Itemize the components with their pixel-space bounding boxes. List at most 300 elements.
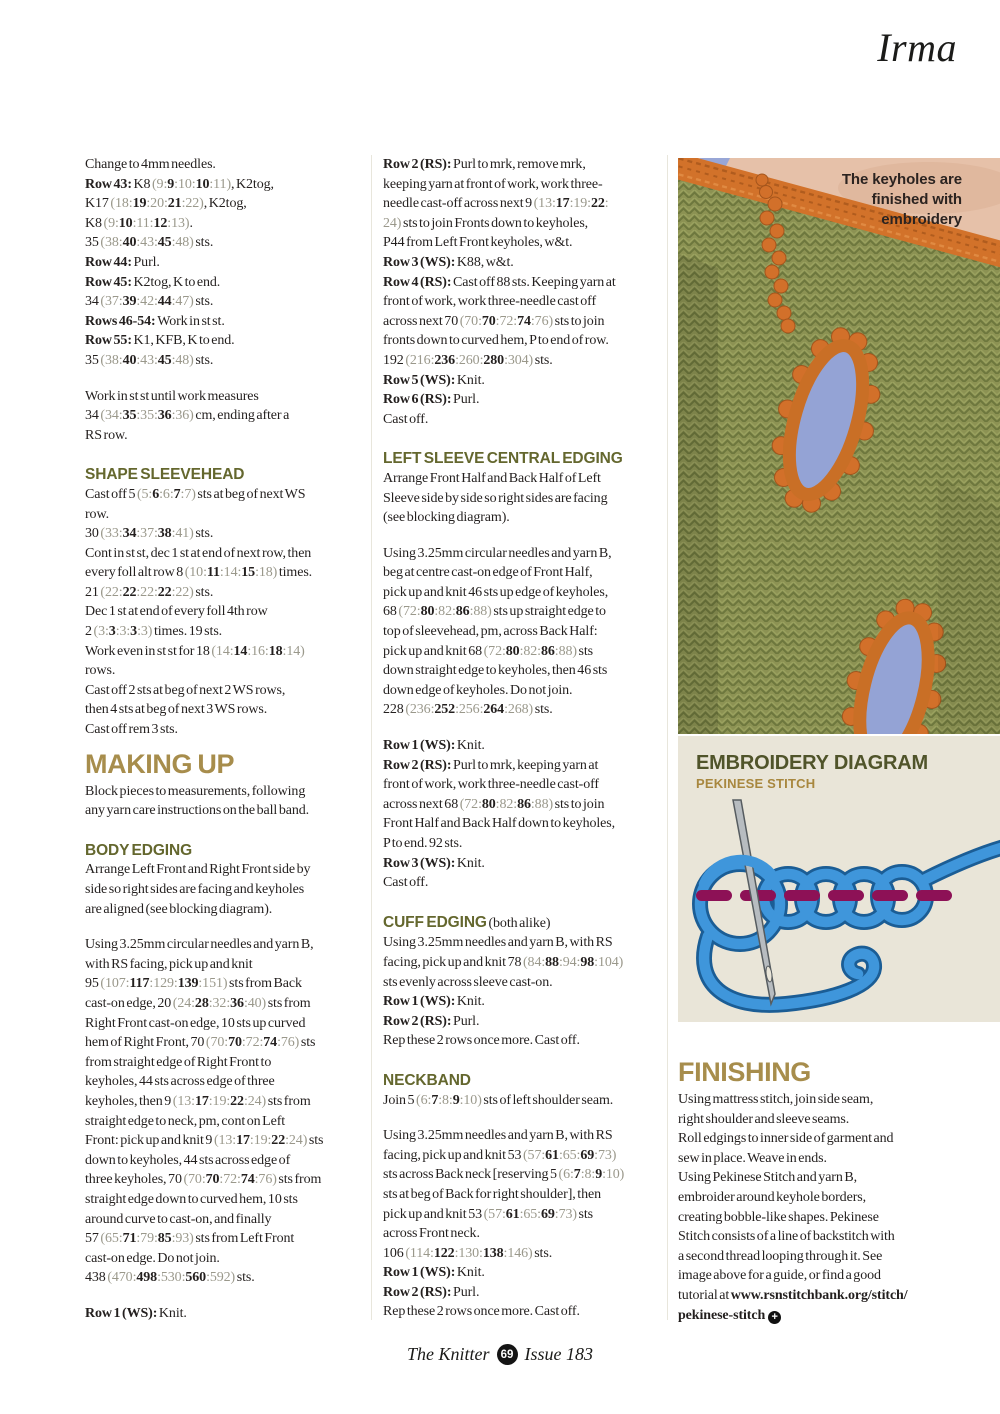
- text-run: 138: [482, 1245, 504, 1261]
- text-line: [85, 1092, 377, 1112]
- text-run: sts: [576, 1206, 594, 1222]
- text-run: 98: [580, 954, 595, 970]
- knitting-photo-art: [678, 158, 1000, 734]
- text-run: across next 70: [383, 313, 460, 329]
- text-run: Front: pick up and knit 9: [85, 1133, 214, 1149]
- text-run: :73): [594, 1147, 617, 1163]
- text-run: (13:: [533, 196, 556, 212]
- text-line: [85, 1033, 377, 1053]
- text-run: 280: [483, 352, 505, 368]
- text-line: [383, 563, 675, 583]
- text-run: .: [189, 215, 193, 231]
- text-run: top of sleevehead, pm, across Back Half:: [383, 624, 598, 640]
- text-run: 12: [153, 215, 168, 231]
- text-run: (37:: [100, 294, 123, 310]
- text-run: 70: [205, 1172, 220, 1188]
- text-run: (70:: [459, 313, 482, 329]
- text-run: 22: [271, 1133, 286, 1149]
- text-run: (34:: [100, 408, 123, 424]
- text-line: [383, 1165, 675, 1185]
- text-run: 86: [517, 796, 531, 812]
- text-line: [383, 273, 675, 293]
- issue-label: Issue 183: [524, 1344, 593, 1364]
- text-line: [85, 292, 377, 312]
- text-line: [85, 700, 377, 720]
- text-run: Row 55:: [85, 333, 134, 349]
- text-line: [85, 351, 377, 371]
- text-run: 7: [431, 1092, 439, 1108]
- text-run: down straight edge to keyholes, then 46 sts: [383, 663, 608, 679]
- text-line: [383, 1244, 675, 1264]
- text-line: [678, 1266, 1000, 1286]
- text-run: 22: [590, 196, 605, 212]
- text-line: [383, 1012, 675, 1032]
- text-line: [85, 1151, 377, 1171]
- text-run: :11): [209, 176, 232, 192]
- text-run: 30: [85, 526, 101, 542]
- text-run: (216:: [405, 352, 435, 368]
- text-run: Rep these 2 rows once more. Cast off.: [383, 1033, 580, 1049]
- text-line: [383, 253, 675, 273]
- text-run: 69: [580, 1147, 595, 1163]
- text-run: Row 4 (RS):: [383, 274, 454, 290]
- text-run: 40: [122, 352, 137, 368]
- text-run: (470:: [107, 1270, 137, 1286]
- text-run: (236:: [405, 702, 435, 718]
- text-run: sts.: [193, 584, 214, 600]
- text-line: [85, 563, 377, 583]
- text-line: [85, 935, 377, 955]
- text-run: every foll alt row 8: [85, 565, 185, 581]
- loop-yarn: [700, 846, 1000, 1005]
- text-run: sts from: [266, 1093, 311, 1109]
- text-run: then 4 sts at beg of next 3 WS rows.: [85, 702, 268, 718]
- text-line: [383, 194, 675, 214]
- paragraph-gap: [383, 893, 675, 909]
- text-line: [383, 834, 675, 854]
- text-line: [85, 1304, 377, 1324]
- pattern-title: Irma: [877, 25, 957, 70]
- text-run: 74: [263, 1035, 278, 1051]
- text-run: down edge of keyholes. Do not join.: [383, 682, 573, 698]
- text-run: pick up and knit 46 sts up edge of keyholes,: [383, 584, 609, 600]
- text-run: 35: [122, 408, 137, 424]
- text-line: [678, 1208, 1000, 1228]
- text-line: [85, 642, 377, 662]
- text-run: 228: [383, 702, 406, 718]
- text-run: :72:: [219, 1172, 241, 1188]
- left-column: [85, 155, 377, 1323]
- text-run: 3: [108, 624, 116, 640]
- text-run: Cast off 88 sts. Keeping yarn at: [453, 274, 616, 290]
- paragraph-gap: [85, 919, 377, 935]
- text-line: [85, 1249, 377, 1269]
- text-line: [383, 1146, 675, 1166]
- text-run: (6:: [416, 1092, 432, 1108]
- text-run: any yarn care instructions on the ball band.: [85, 803, 310, 819]
- text-run: Purl.: [453, 392, 480, 408]
- text-run: 80: [481, 796, 496, 812]
- text-run: Work even in st st for 18: [85, 643, 212, 659]
- text-run: 34: [122, 526, 137, 542]
- text-line: [85, 214, 377, 234]
- text-run: :88): [554, 643, 577, 659]
- text-line: [85, 720, 377, 740]
- text-run: three keyholes, 70: [85, 1172, 184, 1188]
- text-run: , K2tog,: [231, 176, 274, 192]
- text-run: sts of left shoulder seam.: [481, 1092, 614, 1108]
- embroidery-diagram-panel: [678, 736, 1000, 1022]
- text-run: sts to join Fronts down to keyholes,: [401, 215, 589, 231]
- section-heading: MAKING UP: [85, 748, 235, 779]
- text-run: Purl to mrk, remove mrk,: [453, 157, 586, 172]
- text-run: 9: [452, 1092, 460, 1108]
- text-line: [383, 410, 675, 430]
- text-line: [383, 1126, 675, 1146]
- text-run: K1, KFB, K to end.: [133, 333, 235, 349]
- paragraph-gap: [383, 1051, 675, 1067]
- text-run: :530:: [157, 1270, 186, 1286]
- text-run: :73): [554, 1206, 577, 1222]
- text-run: 85: [157, 1231, 172, 1247]
- text-run: sew in place. Weave in ends.: [678, 1150, 827, 1166]
- text-run: (18:: [110, 196, 133, 212]
- text-run: sts.: [193, 352, 214, 368]
- text-run: 22: [122, 584, 137, 600]
- text-run: rows.: [85, 663, 116, 679]
- text-run: across Front neck.: [383, 1226, 480, 1242]
- text-line: [383, 331, 675, 351]
- text-run: P to end. 92 sts.: [383, 836, 463, 851]
- text-run: :76): [530, 313, 554, 329]
- text-line: [85, 1053, 377, 1073]
- text-run: image above for a guide, or find a good: [678, 1268, 881, 1284]
- text-run: (84:: [522, 954, 546, 970]
- text-run: :146): [503, 1245, 533, 1261]
- text-run: Using mattress stitch, join side seam,: [678, 1092, 874, 1107]
- text-run: 14: [233, 643, 248, 659]
- text-line: [85, 331, 377, 351]
- text-run: :36): [171, 408, 194, 424]
- text-run: :72:: [241, 1035, 264, 1051]
- section-heading: LEFT SLEEVE CENTRAL EDGING: [383, 450, 623, 468]
- text-run: (72:: [483, 643, 506, 659]
- paragraph-gap: [383, 1110, 675, 1126]
- text-run: 88: [545, 954, 559, 970]
- text-run: 6: [152, 486, 160, 502]
- text-run: :79:: [136, 1231, 158, 1247]
- text-run: right shoulder and sleeve seams.: [678, 1111, 850, 1127]
- text-run: :37:: [136, 526, 158, 542]
- text-run: RS row.: [85, 427, 128, 443]
- text-run: 9: [595, 1167, 603, 1183]
- text-line: [85, 1112, 377, 1132]
- text-run: Purl.: [133, 254, 160, 270]
- text-line: [678, 1286, 1000, 1306]
- text-line: [383, 992, 675, 1012]
- text-line: [383, 1091, 675, 1111]
- weblink-icon: +: [768, 1311, 781, 1324]
- text-line: [678, 1168, 1000, 1188]
- text-run: :82:: [519, 643, 541, 659]
- text-run: Rows 46-54:: [85, 313, 158, 329]
- text-line: [383, 544, 675, 564]
- text-run: sts from: [266, 995, 311, 1011]
- text-line: [678, 1306, 1000, 1326]
- text-run: :35:: [136, 408, 158, 424]
- text-line: [85, 194, 377, 214]
- text-line: [383, 1302, 675, 1322]
- text-run: :65:: [558, 1147, 581, 1163]
- text-run: 7: [573, 1167, 581, 1183]
- text-run: straight edge to neck, pm, cont on Left: [85, 1113, 286, 1129]
- text-run: around curve to cast-on, and finally: [85, 1211, 272, 1227]
- text-run: :18): [255, 565, 278, 581]
- text-line: [678, 1188, 1000, 1208]
- text-line: [85, 426, 377, 446]
- text-run: cast-on edge, 20: [85, 995, 173, 1011]
- text-line: [383, 508, 675, 528]
- section-heading: CUFF EDGING (both alike): [383, 913, 551, 931]
- text-run: :10): [459, 1092, 482, 1108]
- text-run: (33:: [100, 526, 123, 542]
- text-run: 61: [505, 1206, 520, 1222]
- text-run: 122: [433, 1245, 455, 1261]
- text-run: Row 2 (RS):: [383, 757, 454, 773]
- text-run: 45: [157, 235, 172, 251]
- text-run: (24:: [172, 995, 195, 1011]
- text-run: Work in st st.: [157, 313, 225, 329]
- text-line: [383, 814, 675, 834]
- text-run: 68: [383, 604, 399, 620]
- fold-shadow: [678, 254, 718, 734]
- text-line: [383, 1205, 675, 1225]
- section-heading: BODY EDGING: [85, 841, 193, 859]
- text-run: 36: [230, 995, 244, 1011]
- text-run: 44: [157, 294, 172, 310]
- text-run: Stitch consists of a line of backstitch with: [678, 1229, 895, 1245]
- text-run: Work in st st until work measures: [85, 388, 259, 404]
- text-line: [85, 1210, 377, 1230]
- text-run: sts: [576, 643, 594, 659]
- text-line: [85, 974, 377, 994]
- text-run: :256:: [455, 702, 484, 718]
- text-run: embroider around keyhole borders,: [678, 1189, 867, 1205]
- text-run: sts to join: [553, 796, 605, 812]
- text-line: [383, 292, 675, 312]
- text-line: [85, 994, 377, 1014]
- pekinese-stitch-diagram: [678, 788, 1000, 1018]
- text-run: (38:: [100, 352, 123, 368]
- text-run: are aligned (see blocking diagram).: [85, 901, 273, 917]
- text-run: Row 44:: [85, 254, 134, 270]
- text-line: [383, 1283, 675, 1303]
- text-run: Sleeve side by side so right sides are facing: [383, 490, 608, 506]
- text-line: [383, 661, 675, 681]
- magazine-name: The Knitter: [406, 1344, 490, 1364]
- text-run: :19:: [569, 196, 591, 212]
- text-run: Row 3 (WS):: [383, 254, 457, 270]
- text-line: [678, 1227, 1000, 1247]
- backstitch-dashes: [696, 890, 952, 901]
- text-run: :19:: [208, 1093, 231, 1109]
- text-line: [85, 622, 377, 642]
- text-run: pekinese-stitch: [678, 1307, 766, 1323]
- text-line: [383, 953, 675, 973]
- text-run: :104): [594, 954, 624, 970]
- text-run: 21: [167, 196, 182, 212]
- text-run: row.: [85, 506, 109, 522]
- photo-caption: [842, 170, 962, 230]
- text-run: :40): [243, 995, 267, 1011]
- text-run: :129:: [149, 976, 178, 992]
- text-run: (114:: [405, 1245, 434, 1261]
- text-line: [85, 860, 377, 880]
- text-run: sts.: [533, 352, 553, 368]
- text-run: 39: [122, 294, 137, 310]
- paragraph-gap: [383, 429, 675, 445]
- photo-caption-line: The keyholes are: [841, 171, 962, 188]
- section-heading: NECKBAND: [383, 1071, 471, 1089]
- text-line: [85, 485, 377, 505]
- text-line: [85, 782, 377, 802]
- text-line: [383, 736, 675, 756]
- text-run: :32:: [208, 995, 231, 1011]
- text-line: [85, 1014, 377, 1034]
- text-line: [383, 1031, 675, 1051]
- text-run: 17: [236, 1133, 250, 1149]
- text-line: [85, 661, 377, 681]
- text-run: K17: [85, 196, 111, 212]
- text-line: [85, 387, 377, 407]
- text-run: Purl.: [453, 1284, 480, 1300]
- text-run: facing, pick up and knit 53: [383, 1147, 523, 1163]
- text-run: Cast off.: [383, 875, 429, 891]
- text-run: :47): [171, 294, 194, 310]
- text-line: [85, 1268, 377, 1288]
- text-run: :48): [171, 352, 194, 368]
- text-run: K8: [133, 176, 152, 192]
- text-run: 80: [420, 604, 435, 620]
- text-run: 74: [240, 1172, 255, 1188]
- text-run: (9:: [152, 176, 168, 192]
- text-run: :14): [282, 643, 305, 659]
- text-run: 9: [167, 176, 175, 192]
- column-rule: [371, 155, 372, 1320]
- page-number-badge: 69: [497, 1344, 518, 1365]
- text-line: [383, 642, 675, 662]
- text-line: [383, 214, 675, 234]
- text-line: [383, 155, 675, 175]
- text-run: :14:: [219, 565, 242, 581]
- text-line: [383, 681, 675, 701]
- paragraph-gap: [383, 720, 675, 736]
- text-run: Roll edgings to inner side of garment and: [678, 1131, 894, 1147]
- text-line: [85, 1190, 377, 1210]
- text-run: cm, ending after a: [193, 408, 290, 424]
- text-run: 117: [129, 976, 150, 992]
- text-run: 61: [545, 1147, 559, 1163]
- text-run: 17: [555, 196, 570, 212]
- text-run: :82:: [495, 796, 518, 812]
- text-line: [85, 801, 377, 821]
- text-run: P44 from Left Front keyholes, w&t.: [383, 235, 573, 251]
- text-run: Arrange Left Front and Right Front side by: [85, 862, 311, 878]
- paragraph-gap: [85, 821, 377, 837]
- text-run: 438: [85, 1270, 108, 1286]
- text-run: Using Pekinese Stitch and yarn B,: [678, 1170, 858, 1186]
- text-run: (see blocking diagram).: [383, 510, 510, 526]
- text-run: 19: [132, 196, 147, 212]
- text-run: K88, w&t.: [456, 254, 514, 270]
- text-run: from straight edge of Right Front to: [85, 1054, 272, 1070]
- text-line: [383, 775, 675, 795]
- text-run: :88): [530, 796, 554, 812]
- text-run: 236: [434, 352, 456, 368]
- text-run: 139: [177, 976, 199, 992]
- text-run: 34: [85, 408, 101, 424]
- text-line: [85, 155, 377, 175]
- text-line: [383, 622, 675, 642]
- text-run: pick up and knit 53: [383, 1206, 484, 1222]
- text-run: :41): [171, 526, 194, 542]
- text-run: facing, pick up and knit 78: [383, 954, 523, 970]
- text-run: sts.: [533, 702, 553, 718]
- text-run: :8:: [438, 1092, 453, 1108]
- text-run: sts: [307, 1133, 324, 1149]
- text-run: :22): [181, 196, 204, 212]
- text-run: sts at beg of next WS: [195, 486, 306, 502]
- text-run: :10): [602, 1167, 625, 1183]
- text-run: 264: [483, 702, 505, 718]
- text-run: sts across Back neck [reserving 5: [383, 1167, 559, 1183]
- text-run: pick up and knit 68: [383, 643, 484, 659]
- text-run: Join 5: [383, 1092, 417, 1108]
- text-run: beg at centre cast-on edge of Front Half,: [383, 565, 593, 581]
- text-run: with RS facing, pick up and knit: [85, 956, 253, 972]
- heading-suffix: (both alike): [486, 915, 551, 931]
- text-line: [85, 955, 377, 975]
- text-run: :22): [171, 584, 194, 600]
- text-run: :88): [469, 604, 492, 620]
- text-line: [85, 681, 377, 701]
- text-run: :16:: [247, 643, 269, 659]
- text-run: Row 5 (WS):: [383, 372, 457, 388]
- text-run: (107:: [100, 976, 130, 992]
- text-run: :22:: [136, 584, 158, 600]
- text-line: [85, 1131, 377, 1151]
- text-line: [383, 312, 675, 332]
- text-run: :24): [243, 1093, 267, 1109]
- photo-caption-line: finished with: [871, 191, 962, 208]
- text-run: :94:: [558, 954, 581, 970]
- text-run: :24): [285, 1133, 308, 1149]
- text-run: 69: [540, 1206, 555, 1222]
- text-line: [383, 756, 675, 776]
- text-line: [383, 489, 675, 509]
- text-run: 24): [383, 215, 402, 231]
- text-run: (57:: [483, 1206, 506, 1222]
- diagram-title: EMBROIDERY DIAGRAM: [696, 752, 928, 774]
- text-run: 3: [130, 624, 138, 640]
- text-run: Row 2 (RS):: [383, 157, 454, 172]
- text-run: :82:: [434, 604, 456, 620]
- text-run: (10:: [184, 565, 207, 581]
- text-run: Row 1 (WS):: [383, 994, 457, 1010]
- page-footer: [0, 1344, 1000, 1365]
- text-run: (3:: [93, 624, 109, 640]
- text-run: :72:: [495, 313, 518, 329]
